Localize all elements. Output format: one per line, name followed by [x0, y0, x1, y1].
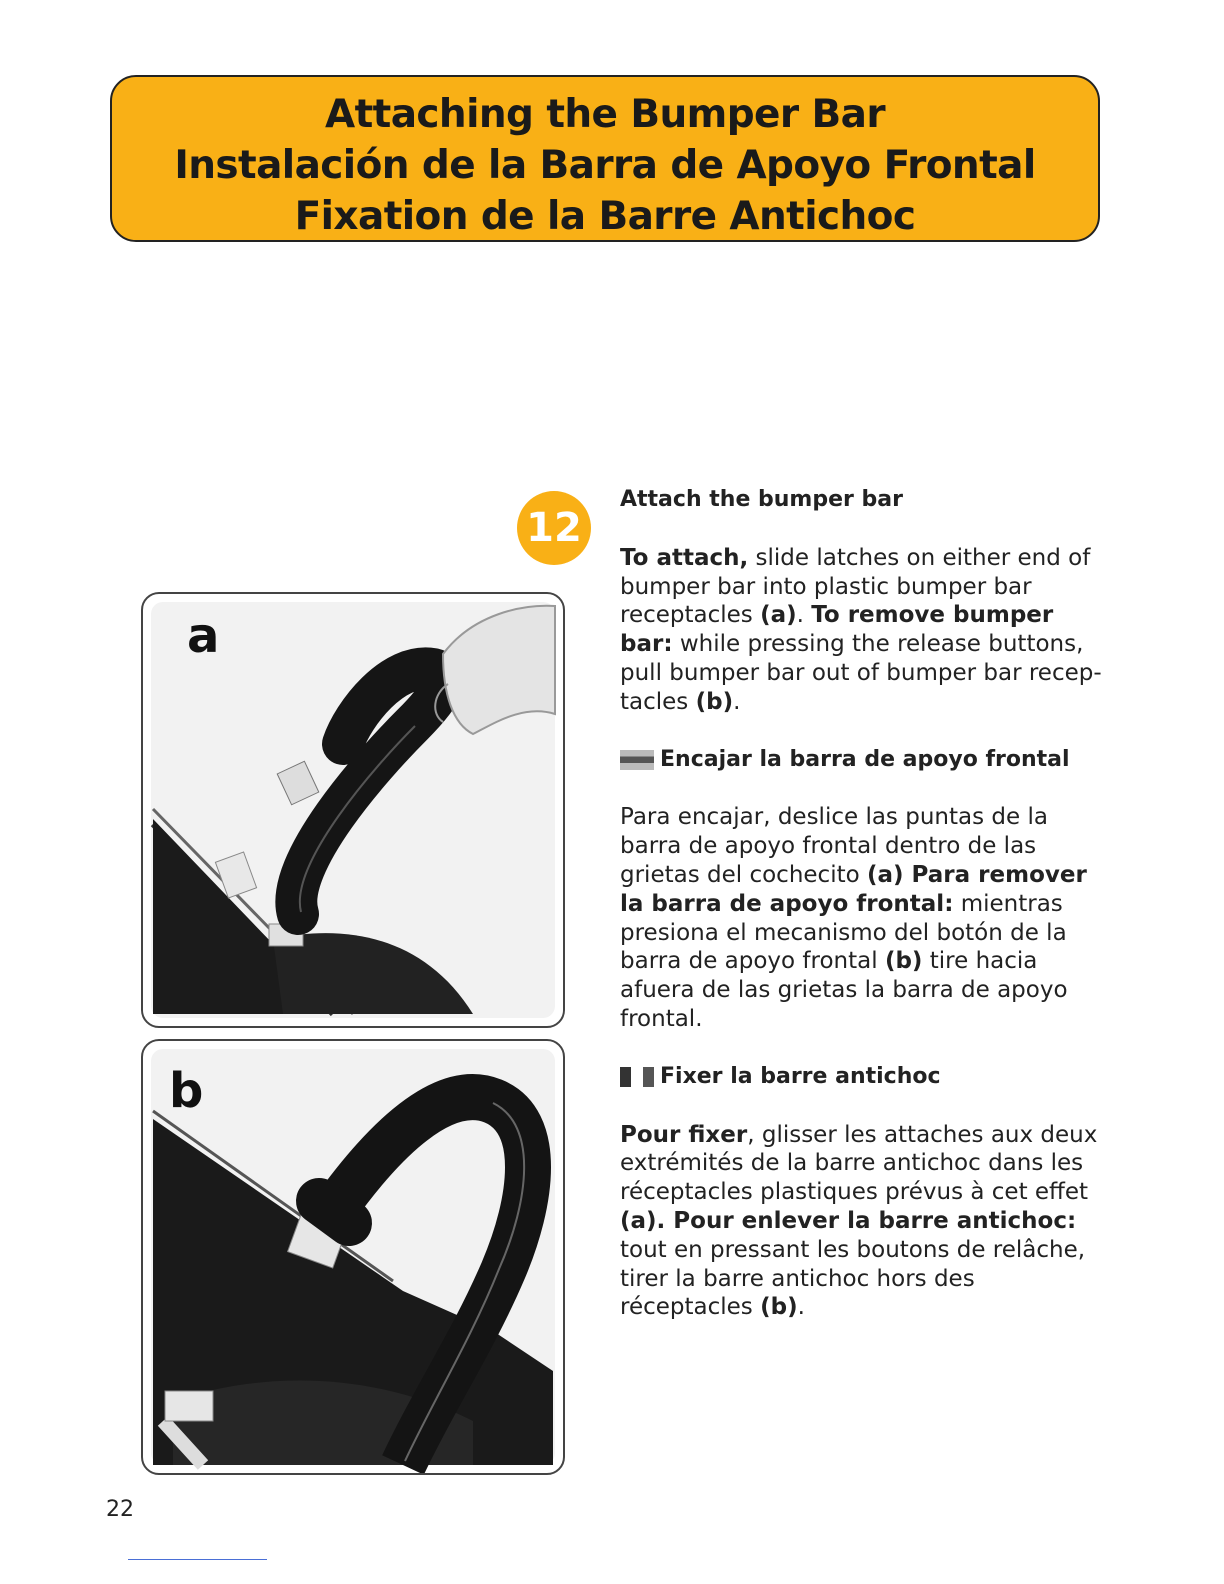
instructions-column [620, 486, 1110, 1351]
spanish-text-2: mientras presiona el mecanismo del botón de la barra de apoyo frontal [620, 890, 1067, 975]
french-text-1: , glisser les attaches aux deux extrémités de la barre antichoc dans les réceptacles plastiques prévus à cet effet [620, 1121, 1098, 1206]
spain-flag-icon [620, 750, 654, 770]
french-heading-row [620, 1063, 1110, 1092]
spanish-text-3: tire hacia afuera de las grietas la barra de apoyo frontal. [620, 948, 1068, 1032]
france-flag-icon [620, 1067, 654, 1087]
french-lead: Pour fixer [620, 1121, 748, 1148]
figure-b-label: b [169, 1063, 204, 1119]
french-paragraph [620, 1121, 1110, 1323]
french-end: . [797, 1294, 805, 1321]
figure-a [141, 592, 565, 1028]
page-number: 22 [106, 1497, 134, 1522]
title-banner [110, 75, 1100, 242]
french-text-2: tout en pressant les boutons de relâche, tirer la barre antichoc hors des réceptacles [620, 1236, 1086, 1321]
english-text-3: while pressing the release buttons, pull bumper bar out of bumper bar recep-tacles [620, 631, 1102, 715]
spanish-remove-lead: (a) Para remover la barra de apoyo frontal: [620, 861, 1087, 917]
english-paragraph [620, 544, 1110, 717]
title-spanish: Instalación de la Barra de Apoyo Frontal [174, 143, 1036, 188]
french-heading: Fixer la barre antichoc [660, 1063, 941, 1089]
english-ref-a: (a) [760, 602, 797, 629]
title-english: Attaching the Bumper Bar [325, 92, 885, 137]
english-heading: Attach the bumper bar [620, 487, 903, 512]
english-lead: To attach, [620, 544, 749, 571]
french-ref-b: (b) [760, 1294, 798, 1321]
figure-b-illustration [143, 1041, 563, 1473]
spanish-paragraph [620, 803, 1110, 1033]
step-number-badge: 12 [517, 491, 591, 565]
footer-rule [128, 1559, 267, 1560]
spanish-ref-b: (b) [884, 948, 923, 975]
spanish-text-1: Para encajar, deslice las puntas de la barra de apoyo frontal dentro de las grietas del cochecito [620, 804, 1048, 888]
spanish-heading-row [620, 746, 1110, 775]
figure-b [141, 1039, 565, 1475]
title-french: Fixation de la Barre Antichoc [294, 194, 916, 239]
english-text-1: slide latches on either end of bumper bar into plastic bumper bar receptacles [620, 544, 1091, 629]
spanish-heading: Encajar la barra de apoyo frontal [660, 746, 1070, 772]
english-remove-lead: To remove bumper bar: [620, 602, 1054, 658]
french-remove-lead: (a). Pour enlever la barre antichoc: [620, 1207, 1077, 1234]
english-ref-b: (b) [695, 688, 734, 715]
english-text-2: . [796, 602, 812, 629]
english-end: . [733, 688, 741, 715]
figure-a-label: a [187, 608, 220, 664]
